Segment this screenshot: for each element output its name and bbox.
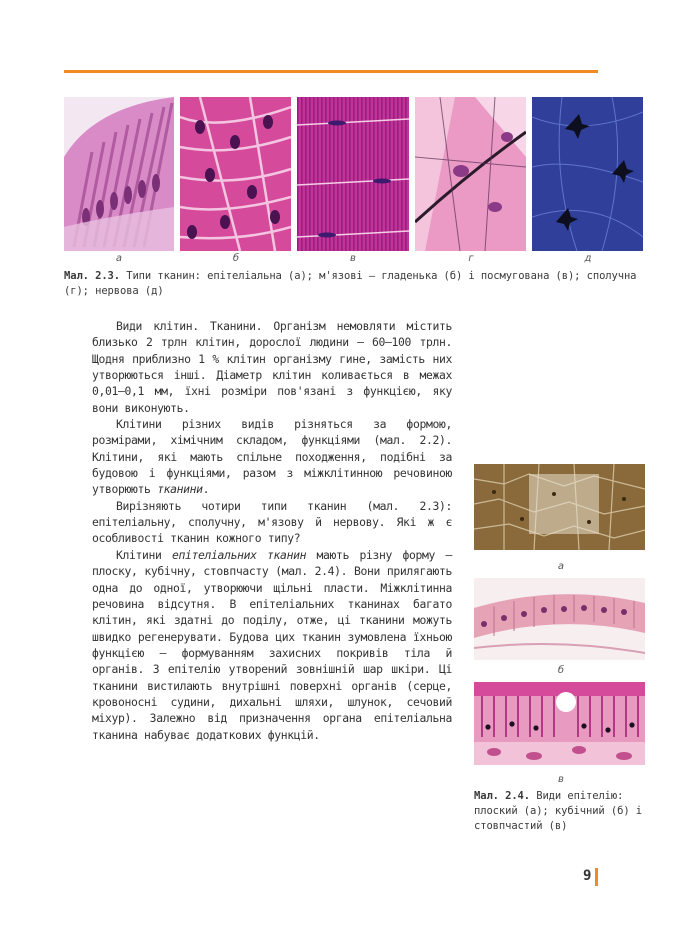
striated-muscle-image	[297, 97, 409, 251]
page-number: 9	[583, 868, 592, 884]
figure-2-3-caption	[64, 269, 644, 299]
figure-2-4-caption	[474, 789, 646, 834]
paragraph: Клітини різних видів різняться за формою, розмірами, хімічним складом, функціями (мал. 2.2). Клітини, які мають спільне походження, подібні за будовою і функціями, разом з міжклітинною речовиною утворюють тканини.	[92, 417, 452, 497]
tile-label-g: г	[468, 253, 474, 264]
squamous-epithelium-image	[474, 464, 645, 550]
epithelial-tissue-image	[64, 97, 174, 251]
columnar-epithelium-image	[474, 682, 645, 765]
tile-label-v: в	[350, 253, 356, 264]
page-number-marker	[595, 868, 598, 886]
caption-label: Мал. 2.4.	[474, 790, 530, 802]
caption-label: Мал. 2.3.	[64, 270, 120, 282]
term-epithelial-tissues: епітеліальних тканин	[172, 547, 307, 562]
caption-text: Види епітелію: плоский (а); кубічний (б) і стовпчастий (в)	[474, 790, 642, 832]
caption-text: Типи тканин: епітеліальна (а); м'язові — гладенька (б) і посмугована (в); сполучна (г); нервова (д)	[64, 270, 637, 297]
smooth-muscle-image	[180, 97, 291, 251]
fig24-label-a: а	[557, 561, 565, 572]
paragraph: Клітини епітеліальних тканин мають різну форму — плоску, кубічну, стовпчасту (мал. 2.4). Вони прилягають одна до одної, утворюючи щільні пласти. Міжклітинна речовина відсутня. В епітеліальних тканинах багато клітин, які здатні до поділу, отже, ці тканини можуть швидко регенерувати. Будова цих тканин зумовлена їхньою функцією — формуванням захисних покривів тіла й органів. З епітелію утворений зовнішній шар шкіри. Ці тканини вистилають внутрішні поверхні органів (серце, кровоносні судини, дихальні шляхи, шлунок, сечовий міхур). Залежно від призначення органа епітеліальна тканина набуває додаткових функцій.	[92, 547, 452, 742]
cuboidal-epithelium-image	[474, 578, 645, 660]
paragraph: Вирізняють чотири типи тканин (мал. 2.3): епітеліальну, сполучну, м'язову й нервову. Які ж є особливості тканин кожного типу?	[92, 498, 452, 546]
header-rule	[64, 70, 598, 73]
tile-label-b: б	[232, 253, 240, 264]
main-text	[92, 318, 452, 743]
paragraph: Види клітин. Тканини. Організм немовляти містить близько 2 трлн клітин, дорослої людини — 60–100 трлн. Щодня приблизно 1 % клітин організму гине, замість них утворюються інші. Діаметр клітин коливається в межах 0,01–0,1 мм, їхні розміри пов'язані з функцією, яку вони виконують.	[92, 319, 452, 415]
connective-tissue-image	[415, 97, 526, 251]
term-tissues: тканини	[157, 482, 203, 497]
fig24-label-v: в	[558, 774, 564, 785]
fig24-label-b: б	[557, 665, 565, 676]
tile-label-d: д	[584, 253, 592, 264]
tile-label-a: а	[115, 253, 123, 264]
nervous-tissue-image	[532, 97, 643, 251]
